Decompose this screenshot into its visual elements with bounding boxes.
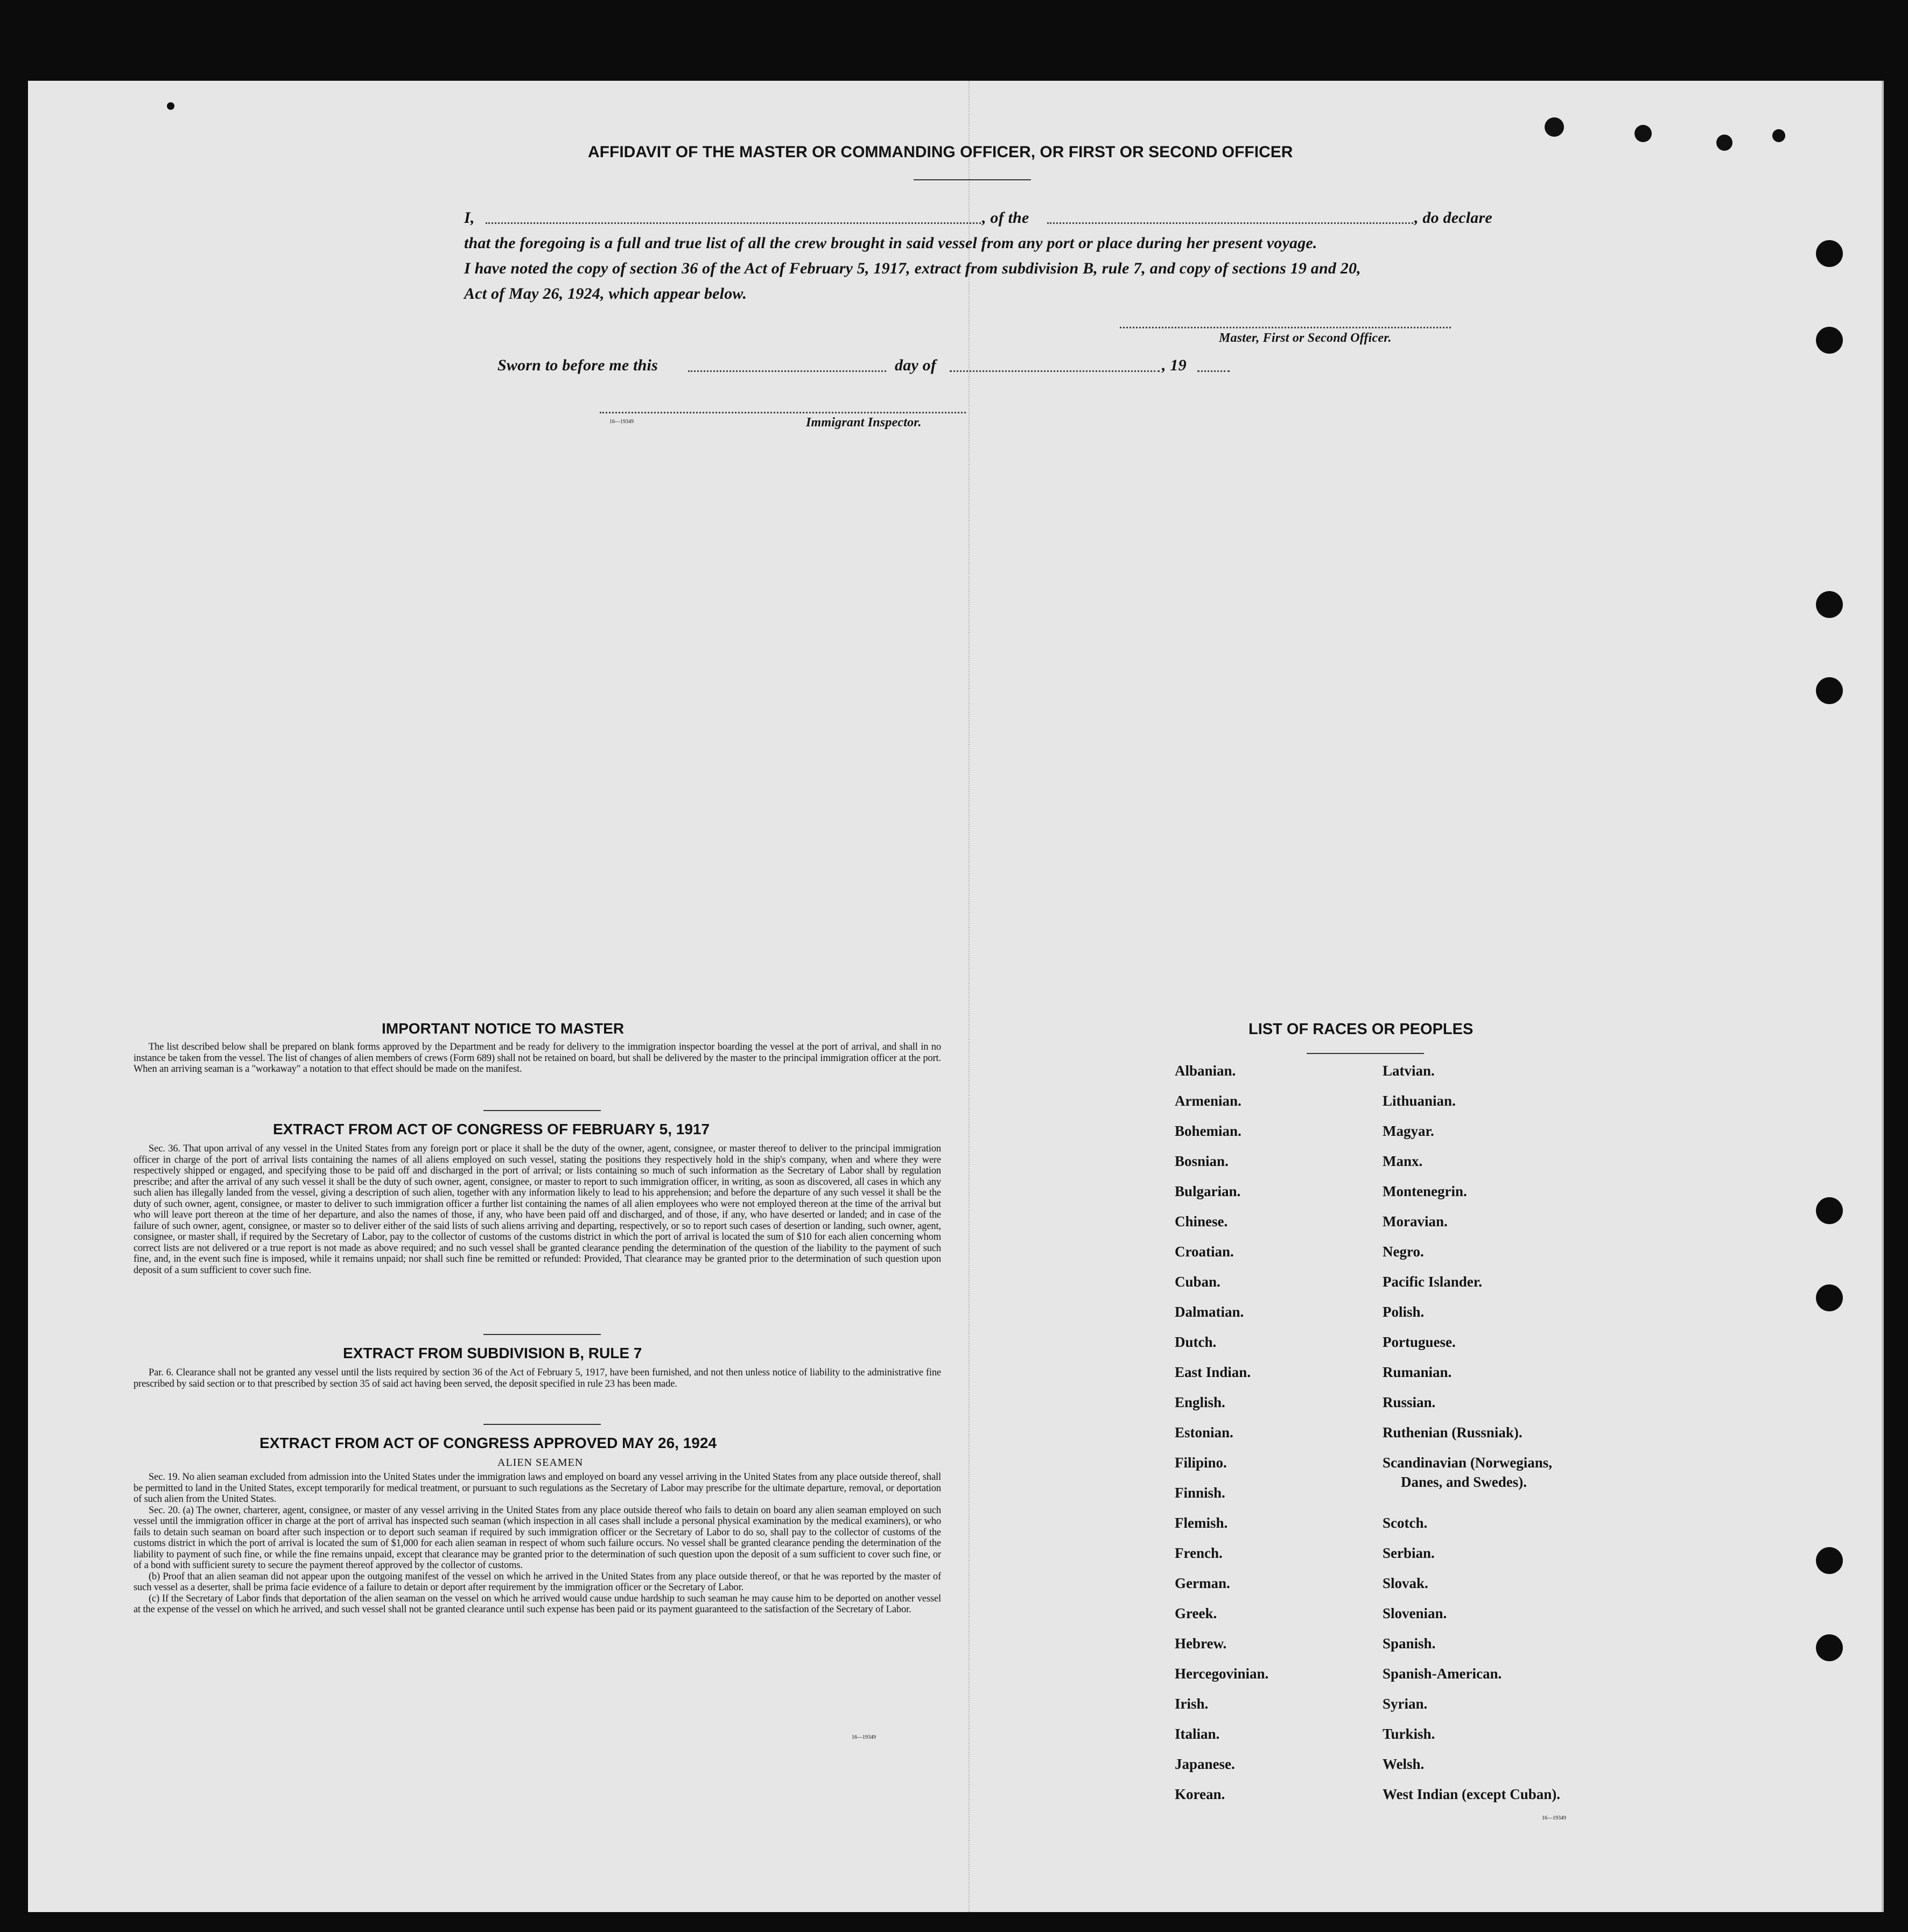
race-item: Danes, and Swedes). — [1401, 1474, 1527, 1490]
section-36-paragraph: Sec. 36. That upon arrival of any vessel in the United States from any foreign port or place it shall be the duty of the owner, agent, consignee, or master thereof to deliver to the principal immigration officer in charge of the port of arrival lists containing the names of all aliens employed on such vessel, stating the positions they respectively hold in the ship's company, when and where they were respectively shipped or engaged, and specifying those to be paid off and discharged in the port of arrival; or lists containing so much of such information as the Secretary of Labor shall by regulation prescribe; and after the arrival of any such vessel it shall be the duty of such owner, agent, consignee, or master to report to such immigration officer, in writing, as soon as discovered, all cases in which any such alien has illegally landed from the vessel, giving a description of such alien, together with any information likely to lead to his apprehension; and before the departure of any such vessel it shall be the duty of such owner, agent, consignee, or master to deliver to such immigration officer a further list containing the names of all alien employees who were not employed thereon at the time of the arrival but who will leave port thereon at the time of her departure, and also the names of those, if any, who have been paid off and discharged, and of those, if any, who have deserted or landed; and in case of the failure of such owner, agent, consignee, or master so to deliver either of the said lists of such aliens arriving and departing, respectively, or so to report such cases of desertion or landing, such owner, agent, consignee, or master shall, if required by the Secretary of Labor, pay to the collector of customs of the customs district in which the port of arrival is located the sum of $10 for each alien concerning whom correct lists are not delivered or a true report is not made as above required; and no such vessel shall be granted clearance pending the determination of the question of the liability to the payment of such fine, and, in the event such fine is imposed, while it remains unpaid; nor shall such fine be remitted or refunded: Provided, That clearance may be granted prior to the determination of such question upon deposit of a sum sufficient to cover such fine. — [134, 1143, 941, 1276]
race-item: Chinese. — [1175, 1213, 1228, 1230]
section-20c-paragraph: (c) If the Secretary of Labor finds that deportation of the alien seaman on the vessel on which he arrived would cause undue hardship to such seaman he may cause him to be deported on another vessel at the expense of the vessel on which he arrived, and such vessel shall not be granted clearance until such expense has been paid or its payment guaranteed to the satisfaction of the Secretary of Labor. — [134, 1593, 941, 1615]
race-item: Estonian. — [1175, 1424, 1233, 1441]
extract-1924-body — [134, 1472, 941, 1615]
race-item: Finnish. — [1175, 1485, 1225, 1501]
race-item: Russian. — [1383, 1394, 1436, 1410]
inspector-label: Immigrant Inspector. — [806, 416, 922, 430]
race-item: Serbian. — [1383, 1545, 1435, 1561]
race-item: Bulgarian. — [1175, 1183, 1241, 1199]
sworn-year-blank — [1197, 370, 1230, 372]
section-divider — [483, 1334, 601, 1335]
affidavit-title: AFFIDAVIT OF THE MASTER OR COMMANDING OFFICER, OR FIRST OR SECOND OFFICER — [588, 143, 1293, 161]
binder-hole — [1816, 591, 1843, 618]
vessel-blank — [1047, 222, 1413, 224]
notice-body — [134, 1042, 941, 1075]
race-item: Dutch. — [1175, 1334, 1217, 1350]
section-19-paragraph: Sec. 19. No alien seaman excluded from admission into the United States under the immigration laws and employed on board any vessel arriving in the United States from any place outside thereof, shall be permitted to land in the United States, except temporarily for medical treatment, or pursuant to such regulations as the Secretary of Labor may prescribe for the ultimate departure, removal, or deportation of such alien from the United States. — [134, 1472, 941, 1505]
ink-spot — [1716, 135, 1732, 151]
affidavit-line-i: I, — [464, 209, 475, 227]
race-item: Negro. — [1383, 1243, 1424, 1260]
race-item: Turkish. — [1383, 1726, 1435, 1742]
race-item: Welsh. — [1383, 1756, 1425, 1772]
race-item: Hebrew. — [1175, 1635, 1227, 1652]
race-item: Portuguese. — [1383, 1334, 1456, 1350]
race-item: Croatian. — [1175, 1243, 1234, 1260]
race-item: Spanish-American. — [1383, 1666, 1502, 1682]
affidavit-statement-line: Act of May 26, 1924, which appear below. — [464, 285, 747, 303]
section-divider — [483, 1110, 601, 1111]
race-item: Flemish. — [1175, 1515, 1228, 1531]
race-item: Armenian. — [1175, 1093, 1241, 1109]
race-item: Japanese. — [1175, 1756, 1235, 1772]
binder-hole — [1816, 677, 1843, 704]
affidavit-statement-line: I have noted the copy of section 36 of the Act of February 5, 1917, extract from subdivision B, rule 7, and copy of sections 19 and 20, — [464, 259, 1361, 277]
section-20b-paragraph: (b) Proof that an alien seaman did not appear upon the outgoing manifest of the vessel on which he arrived in the United States from any place outside thereof, or that he was reported by the master of such vessel as a deserter, shall be prima facie evidence of a failure to detain or deport after requirement by the immigration officer or the Secretary of Labor. — [134, 1571, 941, 1593]
rule7-paragraph: Par. 6. Clearance shall not be granted any vessel until the lists required by section 36 of the Act of February 5, 1917, have been furnished, and not then unless notice of liability to the administrative fine prescribed by said section or to that prescribed by section 35 of said act having been served, the deposit specified in rule 23 has been made. — [134, 1367, 941, 1389]
binder-hole — [1816, 1634, 1843, 1661]
ink-spot — [1635, 125, 1652, 142]
ink-spot — [1545, 117, 1564, 137]
race-item: Slovak. — [1383, 1575, 1428, 1591]
race-item: East Indian. — [1175, 1364, 1251, 1380]
signature-label: Master, First or Second Officer. — [1219, 331, 1392, 345]
sworn-month-blank — [950, 370, 1160, 372]
race-item: Syrian. — [1383, 1696, 1428, 1712]
race-item: Bohemian. — [1175, 1123, 1241, 1139]
race-item: English. — [1175, 1394, 1225, 1410]
affidavit-statement-line: that the foregoing is a full and true list of all the crew brought in said vessel from any port or place during her present voyage. — [464, 234, 1317, 252]
race-item: Hercegovinian. — [1175, 1666, 1269, 1682]
sworn-day-of: day of — [895, 356, 937, 374]
document-page — [28, 81, 1884, 1912]
binder-hole — [1816, 1197, 1843, 1224]
affidavit-do-declare: , do declare — [1414, 209, 1492, 227]
extract-rule7-title: EXTRACT FROM SUBDIVISION B, RULE 7 — [343, 1345, 642, 1361]
form-number: 16—19349 — [609, 419, 634, 425]
binder-hole — [1816, 327, 1843, 354]
sworn-year: , 19 — [1162, 356, 1187, 374]
race-item: Magyar. — [1383, 1123, 1434, 1139]
form-number: 16—19349 — [852, 1734, 876, 1740]
race-item: Irish. — [1175, 1696, 1209, 1712]
notice-title: IMPORTANT NOTICE TO MASTER — [382, 1020, 625, 1037]
race-item: Korean. — [1175, 1786, 1225, 1802]
sworn-day-blank — [688, 370, 886, 372]
ink-spot — [1772, 129, 1785, 142]
race-item: German. — [1175, 1575, 1230, 1591]
section-20a-paragraph: Sec. 20. (a) The owner, charterer, agent, consignee, or master of any vessel arriving in the United States from any place outside thereof who fails to detain on board any alien seaman employed on such vessel until the immigration officer in charge at the port of arrival has inspected such seaman (which inspection in all cases shall include a personal physical examination by the medical examiners), or who fails to detain such seaman on board after such inspection or to deport such seaman if required by such immigration officer or the Secretary of Labor to do so, shall pay to the collector of customs of the customs district in which the port of arrival is located the sum of $1,000 for each alien seaman in respect of whom such failure occurs. No vessel shall be granted clearance pending the determination of the liability to payment of such fine, or while the fine remains unpaid, except that clearance may be granted prior to the determination of such question upon the deposit of a sum sufficient to cover such fine, or of a bond with sufficient surety to secure the payment thereof approved by the collector of customs. — [134, 1505, 941, 1571]
extract-1917-body — [134, 1143, 941, 1276]
affidavit-of-the: , of the — [982, 209, 1029, 227]
notice-paragraph: The list described below shall be prepared on blank forms approved by the Department and be ready for delivery to the immigration inspector boarding the vessel at the port of arrival, and shall in no instance be taken from the vessel. The list of changes of alien members of crews (Form 689) shall not be retained on board, but shall be delivered by the master to the principal immigration officer at the port. When an arriving seaman is a "workaway" a notation to that effect should be made on the manifest. — [134, 1042, 941, 1074]
binder-hole — [1816, 1547, 1843, 1574]
race-item: Spanish. — [1383, 1635, 1436, 1652]
race-item: Ruthenian (Russniak). — [1383, 1424, 1523, 1441]
race-item: Montenegrin. — [1383, 1183, 1467, 1199]
race-item: West Indian (except Cuban). — [1383, 1786, 1561, 1802]
race-item: Rumanian. — [1383, 1364, 1452, 1380]
race-item: Bosnian. — [1175, 1153, 1229, 1169]
inspector-line — [600, 412, 966, 413]
page-fold-line — [969, 81, 970, 1912]
form-number: 16—19349 — [1542, 1815, 1566, 1821]
race-item: Slovenian. — [1383, 1605, 1447, 1621]
binder-hole — [1816, 240, 1843, 267]
race-item: Albanian. — [1175, 1063, 1236, 1079]
race-item: Greek. — [1175, 1605, 1217, 1621]
name-blank — [486, 222, 981, 224]
binder-hole — [1816, 1284, 1843, 1311]
race-item: Lithuanian. — [1383, 1093, 1456, 1109]
extract-1917-title: EXTRACT FROM ACT OF CONGRESS OF FEBRUARY 5, 1917 — [273, 1121, 710, 1137]
race-item: Scotch. — [1383, 1515, 1428, 1531]
race-item: Polish. — [1383, 1304, 1425, 1320]
race-item: Scandinavian (Norwegians, — [1383, 1455, 1553, 1471]
extract-1924-subtitle: ALIEN SEAMEN — [497, 1457, 584, 1469]
title-underline — [914, 179, 1031, 180]
section-divider — [483, 1424, 601, 1425]
race-item: Latvian. — [1383, 1063, 1435, 1079]
sworn-text: Sworn to before me this — [497, 356, 658, 374]
extract-1924-title: EXTRACT FROM ACT OF CONGRESS APPROVED MAY 26, 1924 — [259, 1435, 717, 1451]
race-item: Cuban. — [1175, 1274, 1220, 1290]
race-item: Manx. — [1383, 1153, 1423, 1169]
extract-rule7-body — [134, 1367, 941, 1389]
races-title: LIST OF RACES OR PEOPLES — [1248, 1021, 1474, 1038]
race-item: Filipino. — [1175, 1455, 1227, 1471]
race-item: Moravian. — [1383, 1213, 1448, 1230]
race-item: Italian. — [1175, 1726, 1220, 1742]
ink-spot — [167, 102, 174, 110]
race-item: Pacific Islander. — [1383, 1274, 1482, 1290]
race-item: French. — [1175, 1545, 1223, 1561]
signature-line — [1120, 327, 1451, 328]
race-item: Dalmatian. — [1175, 1304, 1244, 1320]
races-title-underline — [1307, 1053, 1424, 1054]
